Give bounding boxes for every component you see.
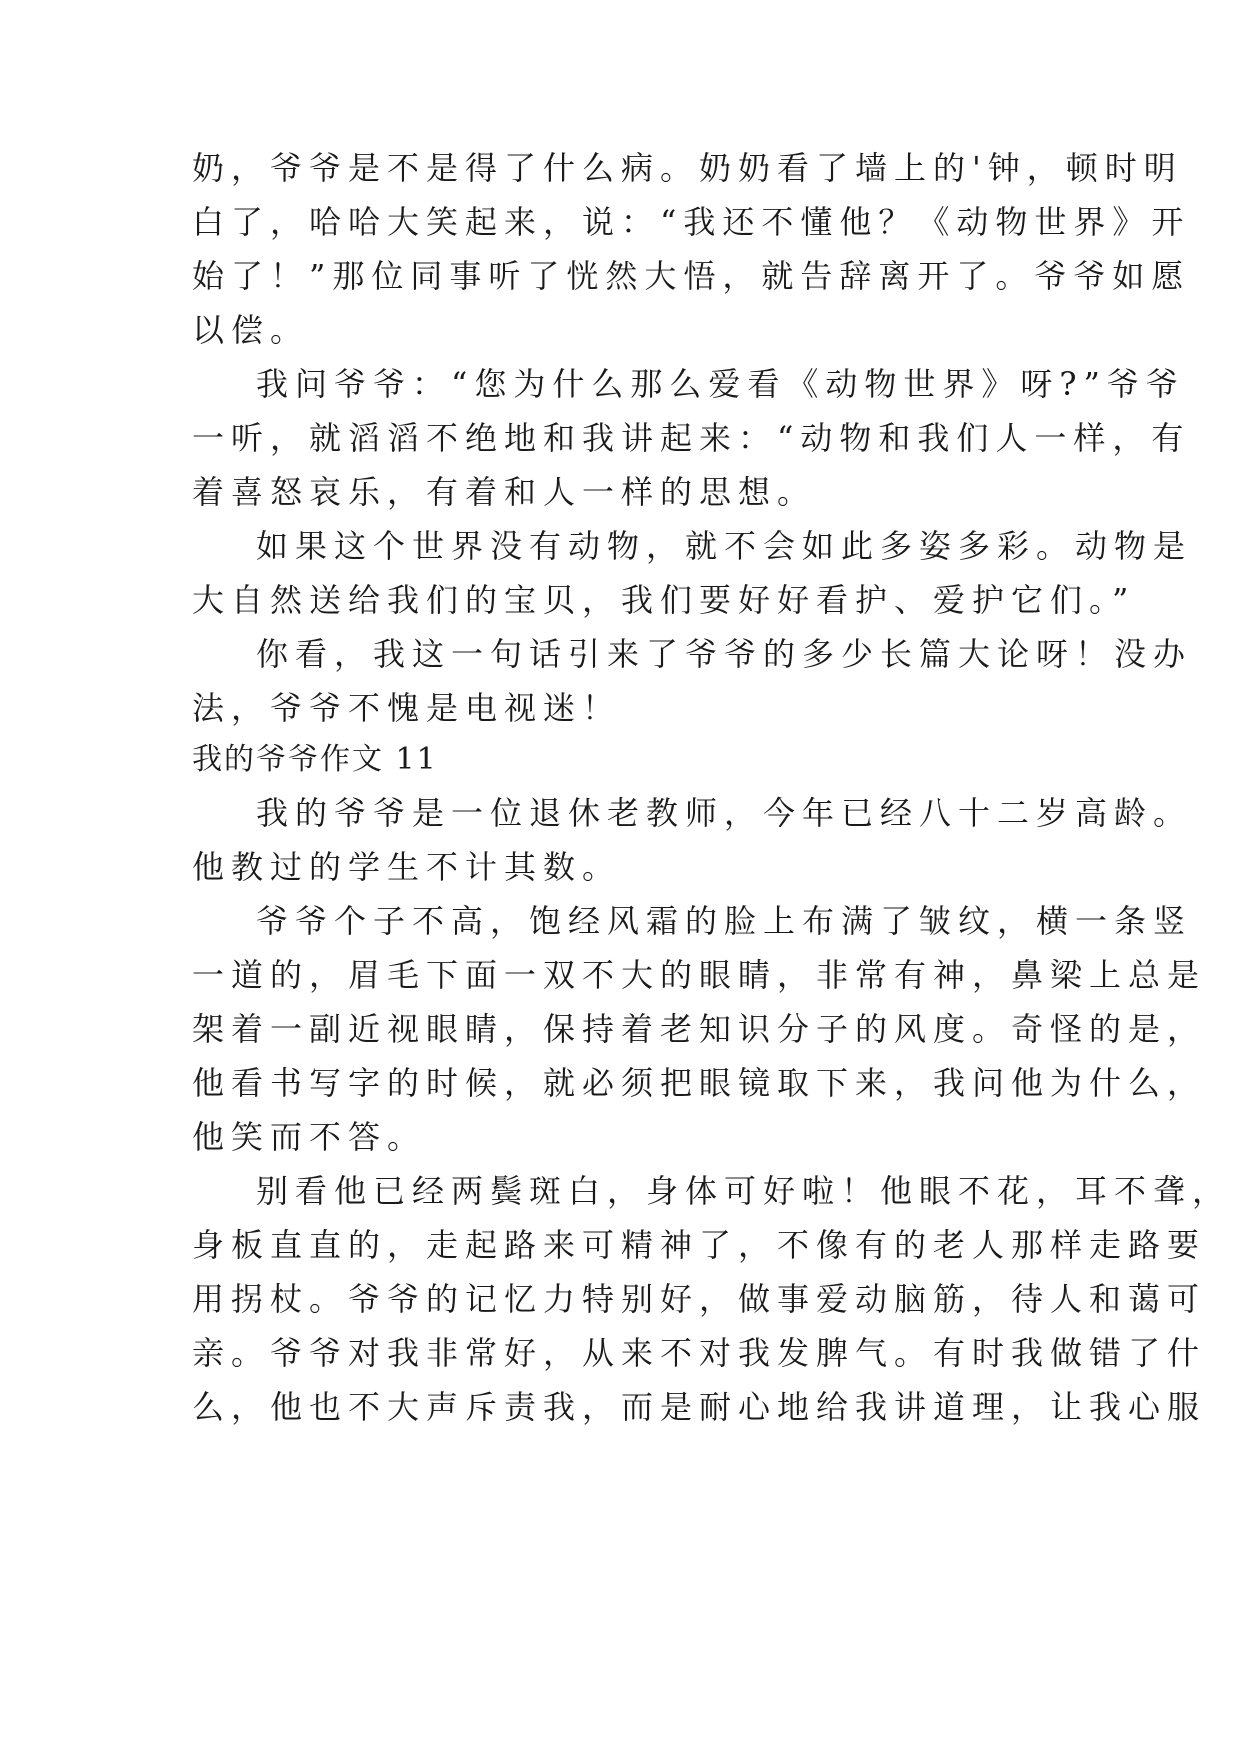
text-line: 他笑而不答。 (192, 1118, 427, 1156)
text-line: 身板直直的，走起路来可精神了，不像有的老人那样走路要 (192, 1226, 1207, 1264)
text-line: 奶，爷爷是不是得了什么病。奶奶看了墙上的'钟，顿时明 (192, 149, 1183, 187)
text-line: 么，他也不大声斥责我，而是耐心地给我讲道理，让我心服 (192, 1388, 1207, 1426)
paragraph-start-line: 我问爷爷：“您为什么那么爱看《动物世界》呀?”爷爷 (256, 365, 1185, 403)
text-line: 他教过的学生不计其数。 (192, 848, 622, 886)
paragraph-start-line: 你看，我这一句话引来了爷爷的多少长篇大论呀！没办 (256, 635, 1193, 673)
text-line: 白了，哈哈大笑起来，说：“我还不懂他？《动物世界》开 (192, 203, 1191, 241)
paragraph-start-line: 别看他已经两鬓斑白，身体可好啦！他眼不花，耳不聋， (256, 1172, 1232, 1210)
text-line: 亲。爷爷对我非常好，从来不对我发脾气。有时我做错了什 (192, 1334, 1207, 1372)
paragraph-start-line: 爷爷个子不高，饱经风霜的脸上布满了皱纹，横一条竖 (256, 902, 1193, 940)
text-line: 用拐杖。爷爷的记忆力特别好，做事爱动脑筋，待人和蔼可 (192, 1280, 1207, 1318)
text-line: 架着一副近视眼睛，保持着老知识分子的风度。奇怪的是， (192, 1010, 1207, 1048)
text-line: 大自然送给我们的宝贝，我们要好好看护、爱护它们。” (192, 581, 1136, 619)
paragraph-start-line: 我的爷爷是一位退休老教师，今年已经八十二岁高龄。 (256, 794, 1193, 832)
text-line: 以偿。 (192, 311, 310, 349)
text-line: 一道的，眉毛下面一双不大的眼睛，非常有神，鼻梁上总是 (192, 956, 1207, 994)
text-line: 一听，就滔滔不绝地和我讲起来：“动物和我们人一样，有 (192, 419, 1191, 457)
text-line: 他看书写字的时候，就必须把眼镜取下来，我问他为什么， (192, 1064, 1207, 1102)
text-line: 着喜怒哀乐，有着和人一样的思想。 (192, 473, 817, 511)
text-line: 始了！”那位同事听了恍然大悟，就告辞离开了。爷爷如愿 (192, 257, 1191, 295)
paragraph-start-line: 如果这个世界没有动物，就不会如此多姿多彩。动物是 (256, 527, 1193, 565)
text-line: 法，爷爷不愧是电视迷！ (192, 689, 622, 727)
section-title: 我的爷爷作文 11 (192, 742, 438, 777)
